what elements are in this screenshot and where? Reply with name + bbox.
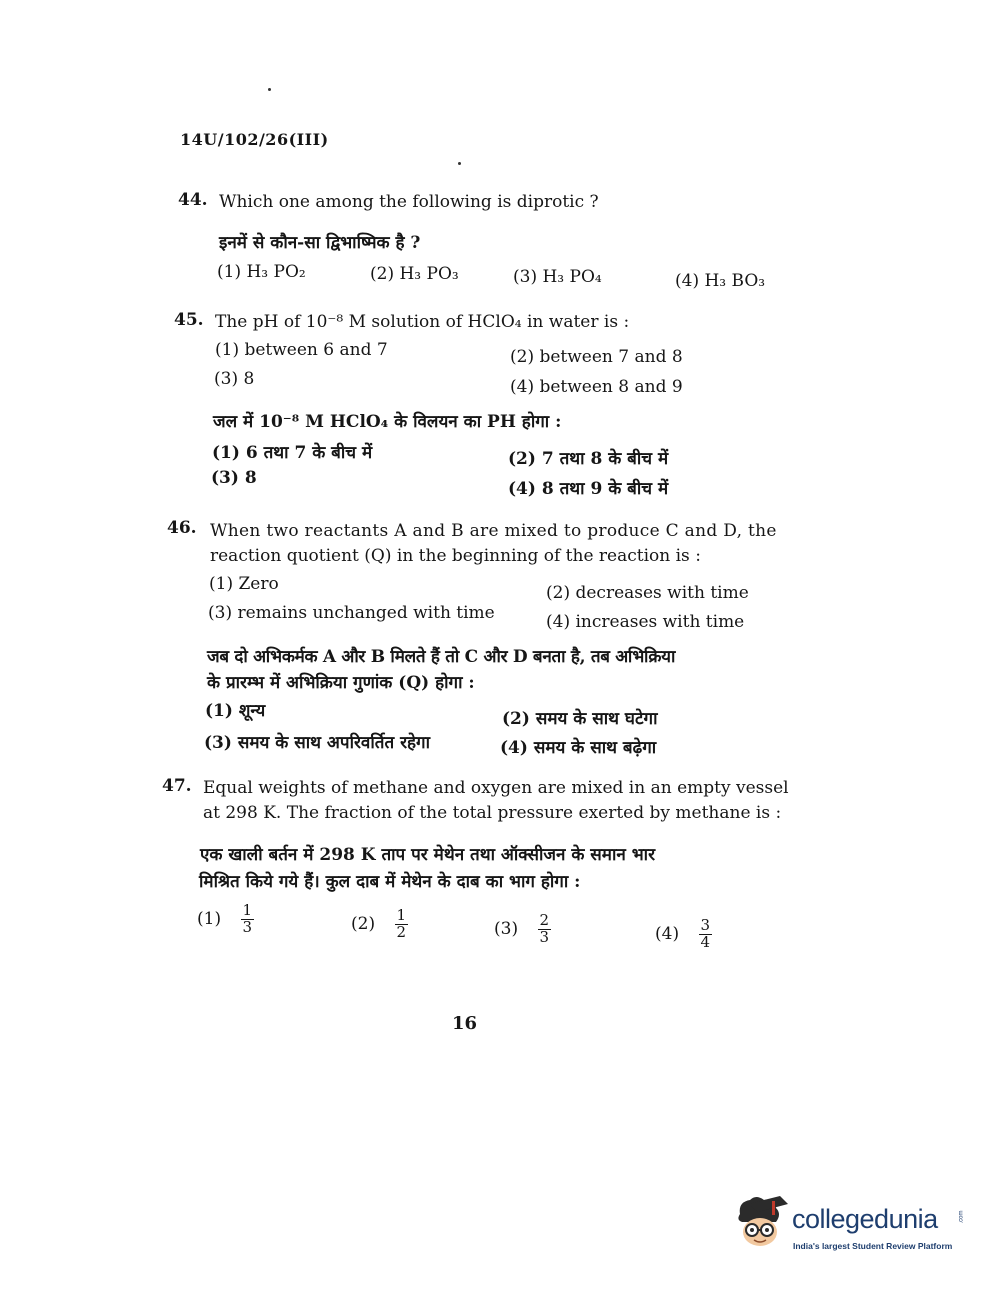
fraction [395,908,409,941]
denominator: 4 [700,932,711,951]
question-text-en: The pH of 10⁻⁸ M solution of HClO₄ in water is : [215,312,630,332]
numerator: 1 [242,901,253,919]
brand-tagline: India's largest Student Review Platform [793,1241,953,1251]
option-3: (3) H₃ PO₄ [513,267,602,287]
option-en-4: (4) increases with time [546,612,745,632]
option-hi-2: (2) समय के साथ घटेगा [502,709,658,729]
option-hi-3: (3) समय के साथ अपरिवर्तित रहेगा [204,733,431,753]
option-4: (4) H₃ BO₃ [675,271,766,291]
question-text-en-line2: reaction quotient (Q) in the beginning of the reaction is : [210,546,701,566]
option-en-1: (1) between 6 and 7 [215,340,388,360]
mascot-icon [734,1192,792,1258]
option-hi-2: (2) 7 तथा 8 के बीच में [508,449,669,469]
numerator: 1 [396,906,407,924]
question-text-hi-line2: के प्रारम्भ में अभिक्रिया गुणांक (Q) होगा : [207,673,475,693]
option-2: (2) H₃ PO₃ [370,264,459,284]
option-hi-4: (4) समय के साथ बढ़ेगा [500,738,657,758]
option-label: (1) [197,908,222,929]
collegedunia-watermark [734,1192,964,1262]
option-1 [197,903,254,936]
fraction [699,918,713,951]
question-text-en: Which one among the following is diprotic ? [219,192,599,212]
question-text-hi-line2: मिश्रित किये गये हैं। कुल दाब में मेथेन के दाब का भाग होगा : [199,872,581,892]
option-hi-1: (1) शून्य [205,701,266,721]
question-text-hi-line1: एक खाली बर्तन में 298 K ताप पर मेथेन तथा ऑक्सीजन के समान भार [200,845,656,865]
denominator: 3 [539,927,550,946]
option-hi-4: (4) 8 तथा 9 के बीच में [508,479,669,499]
paper-code: 14U/102/26(III) [180,130,329,149]
option-en-4: (4) between 8 and 9 [510,377,683,397]
question-text-hi: जल में 10⁻⁸ M HClO₄ के विलयन का PH होगा : [213,412,562,432]
denominator: 2 [396,922,407,941]
brand-name: collegedunia [792,1204,938,1234]
option-en-1: (1) Zero [209,574,279,594]
question-text-en-line1: When two reactants A and B are mixed to produce C and D, the [210,521,777,541]
option-en-3: (3) 8 [214,369,255,389]
numerator: 3 [700,916,711,934]
fraction [241,903,255,936]
option-2 [351,908,408,941]
question-text-en-line1: Equal weights of methane and oxygen are mixed in an empty vessel [203,778,789,798]
page-number: 16 [452,1013,478,1034]
option-3 [494,913,551,946]
question-number: 45. [174,310,204,330]
question-text-en-line2: at 298 K. The fraction of the total pressure exerted by methane is : [203,803,782,823]
question-number: 47. [162,776,192,796]
option-en-3: (3) remains unchanged with time [208,603,495,623]
option-en-2: (2) between 7 and 8 [510,347,683,367]
option-hi-3: (3) 8 [211,468,257,488]
option-hi-1: (1) 6 तथा 7 के बीच में [212,443,373,463]
question-number: 44. [178,190,208,210]
numerator: 2 [539,911,550,929]
option-1: (1) H₃ PO₂ [217,262,306,282]
option-label: (2) [351,913,376,934]
option-en-2: (2) decreases with time [546,583,749,603]
option-label: (3) [494,918,519,939]
brand-domain: .com [958,1210,965,1224]
question-text-hi-line1: जब दो अभिकर्मक A और B मिलते हैं तो C और D बनता है, तब अभिक्रिया [207,647,676,667]
question-text-hi: इनमें से कौन-सा द्विभाष्मिक है ? [219,233,421,253]
option-4 [655,918,712,951]
denominator: 3 [242,917,253,936]
option-label: (4) [655,923,680,944]
fraction [538,913,552,946]
question-number: 46. [167,518,197,538]
